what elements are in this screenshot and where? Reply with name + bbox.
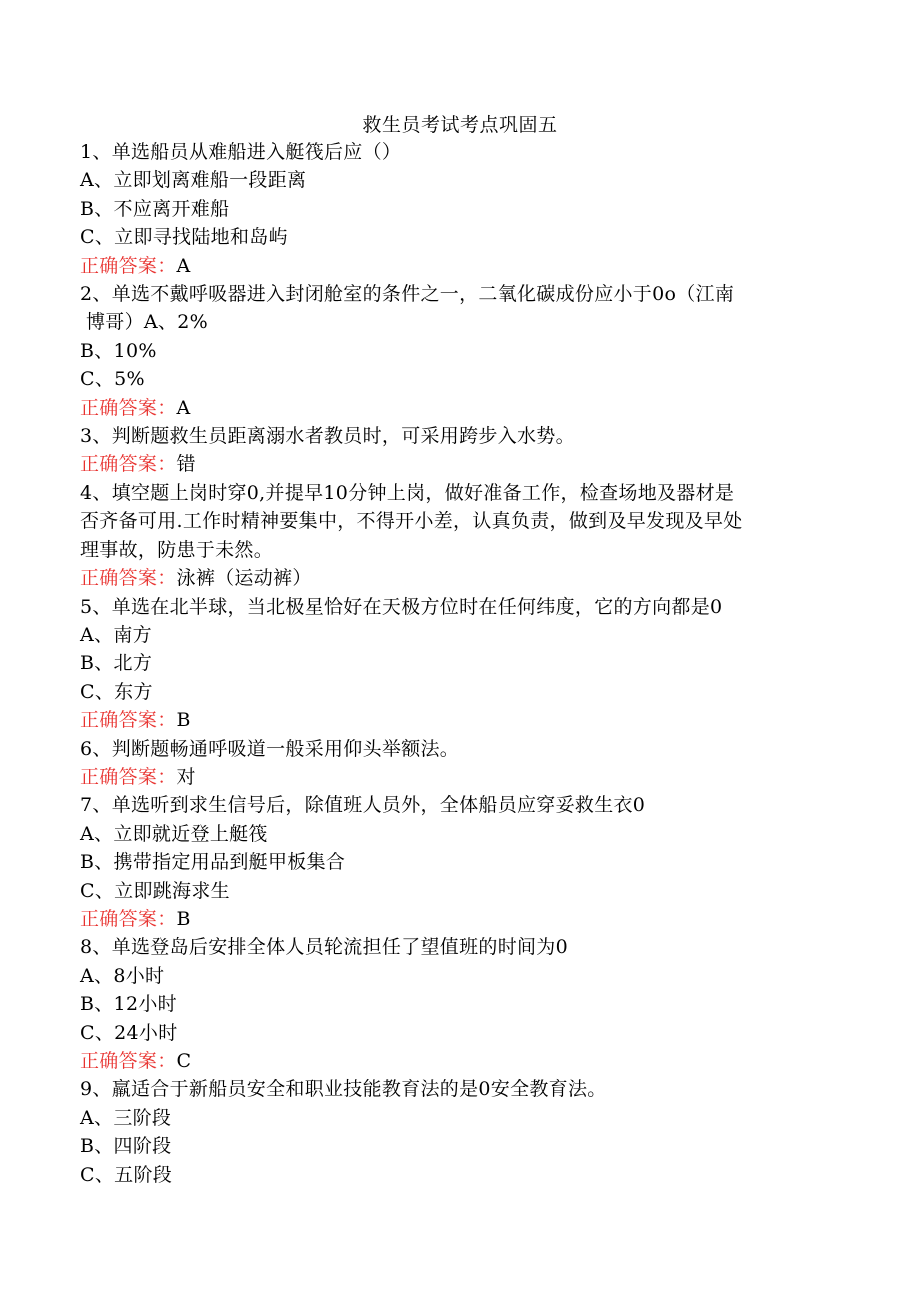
question-4-answer	[80, 564, 825, 592]
question-8-option-b: B、12小时	[80, 993, 177, 1016]
answer-label: 正确答案：	[80, 765, 177, 788]
answer-label: 正确答案：	[80, 567, 177, 590]
question-4-stem-line-1: 4、填空题上岗时穿0,并提早10分钟上岗，做好准备工作，检查场地及器材是	[80, 481, 735, 504]
answer-value: 错	[176, 453, 196, 476]
answer-label: 正确答案：	[80, 396, 177, 419]
answer-value: 泳裤（运动裤）	[176, 567, 312, 590]
question-2-answer	[80, 394, 825, 422]
question-9-option-b: B、四阶段	[80, 1135, 172, 1158]
answer-label: 正确答案：	[80, 907, 177, 930]
question-5-option-b: B、北方	[80, 652, 153, 675]
question-1-option-a: A、立即划离难船一段距离	[80, 169, 307, 192]
question-5-option-a: A、南方	[80, 623, 152, 646]
question-5-stem: 5、单选在北半球，当北极星恰好在天极方位时在任何纬度，它的方向都是0	[80, 595, 723, 618]
question-9-option-a: A、三阶段	[80, 1106, 172, 1129]
page-title: 救生员考试考点巩固五	[362, 114, 558, 136]
question-8-answer	[80, 1047, 825, 1075]
question-2-stem: 2、单选不戴呼吸器进入封闭舱室的条件之一，二氧化碳成份应小于0o（江南	[80, 283, 735, 306]
question-5-answer	[80, 706, 825, 734]
question-7-stem: 7、单选听到求生信号后，除值班人员外，全体船员应穿妥救生衣0	[80, 794, 646, 817]
question-2-option-c: C、5%	[80, 368, 145, 391]
question-7-answer	[80, 905, 825, 933]
question-1-stem: 1、单选船员从难船进入艇筏后应（）	[80, 141, 402, 163]
answer-value: C	[176, 1050, 192, 1072]
answer-value: A	[176, 396, 191, 419]
question-4-stem-line-2: 否齐备可用.工作时精神要集中，不得开小差，认真负责，做到及早发现及早处	[80, 510, 743, 533]
question-9-stem: 9、羸适合于新船员安全和职业技能教育法的是0安全教育法。	[80, 1078, 607, 1101]
answer-label: 正确答案：	[80, 254, 177, 277]
answer-value: B	[176, 907, 191, 930]
question-6-stem: 6、判断题畅通呼吸道一般采用仰头举额法。	[80, 737, 460, 760]
question-7-option-a: A、立即就近登上艇筏	[80, 822, 268, 845]
question-3-answer	[80, 450, 825, 478]
answer-label: 正确答案：	[80, 1050, 177, 1072]
question-1-option-b: B、不应离开难船	[80, 197, 230, 220]
question-2-option-b: B、10%	[80, 339, 157, 362]
question-1-option-c: C、立即寻找陆地和岛屿	[80, 226, 288, 249]
question-1-answer	[80, 252, 825, 280]
answer-label: 正确答案：	[80, 453, 177, 476]
answer-value: B	[176, 709, 191, 732]
question-7-option-b: B、携带指定用品到艇甲板集合	[80, 851, 346, 874]
question-4-stem-line-3: 理事故，防患于未然。	[80, 538, 274, 561]
question-3-stem: 3、判断题救生员距离溺水者教员时，可采用跨步入水势。	[80, 425, 575, 448]
question-8-option-a: A、8小时	[80, 964, 165, 987]
question-list	[80, 138, 825, 1189]
question-8-stem: 8、单选登岛后安排全体人员轮流担任了望值班的时间为0	[80, 936, 568, 959]
answer-value: 对	[176, 765, 196, 788]
answer-value: A	[176, 254, 191, 277]
question-5-option-c: C、东方	[80, 680, 153, 703]
question-9-option-c: C、五阶段	[80, 1163, 173, 1186]
question-7-option-c: C、立即跳海求生	[80, 879, 230, 902]
question-6-answer	[80, 763, 825, 791]
answer-label: 正确答案：	[80, 709, 177, 732]
question-8-option-c: C、24小时	[80, 1021, 178, 1044]
question-2-stem-continued: 博哥）A、2%	[86, 311, 208, 334]
